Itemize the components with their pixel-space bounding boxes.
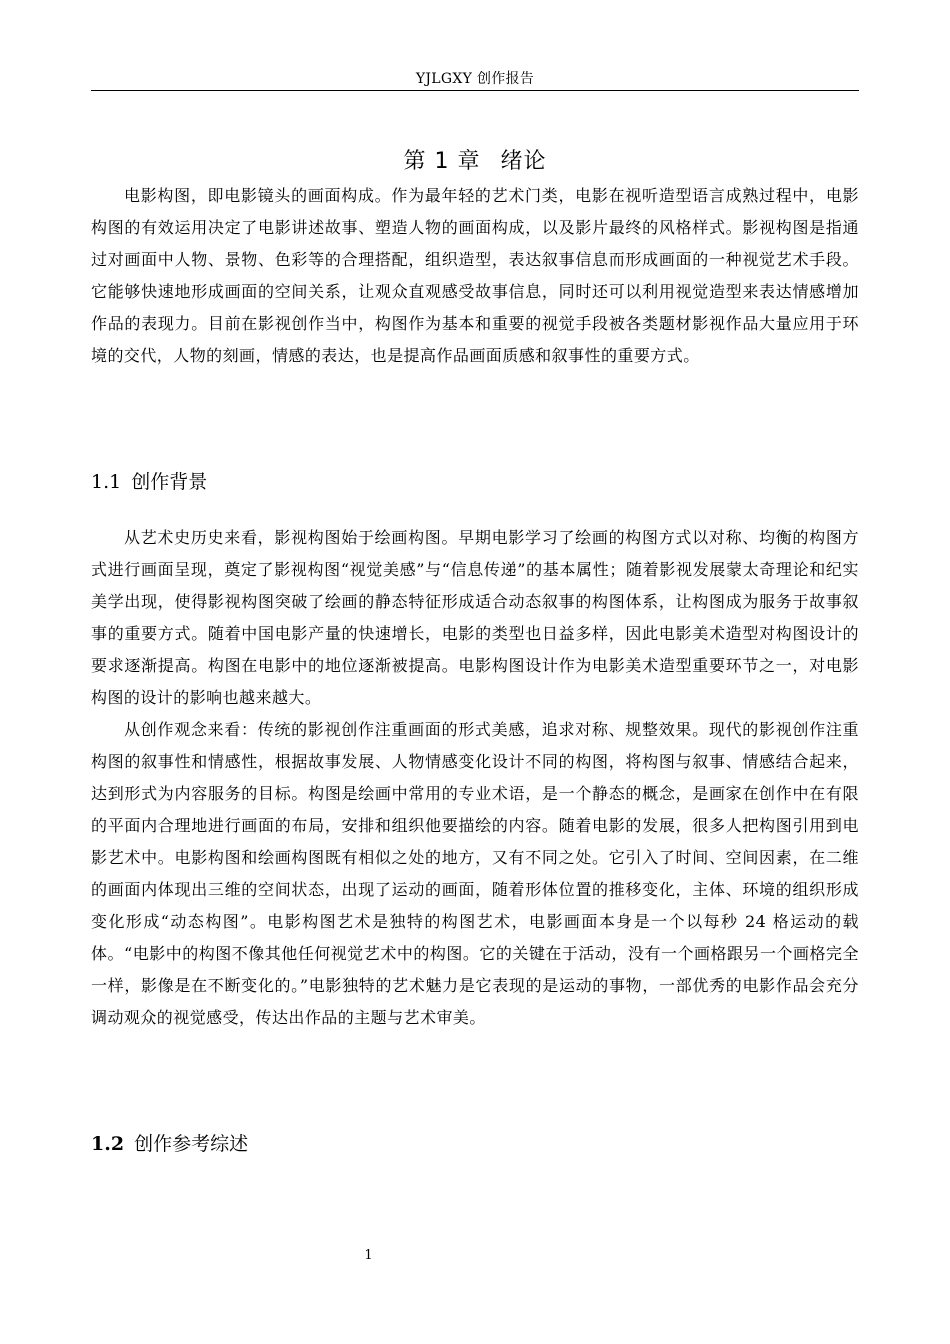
intro-paragraph: 电影构图，即电影镜头的画面构成。作为最年轻的艺术门类，电影在视听造型语言成熟过程中，电影构图的有效运用决定了电影讲述故事、塑造人物的画面构成，以及影片最终的风格样式。影视构图是指通过对画面中人物、景物、色彩等的合理搭配，组织造型，表达叙事信息而形成画面的一种视觉艺术手段。它能够快速地形成画面的空间关系，让观众直观感受故事信息，同时还可以利用视觉造型来表达情感增加作品的表现力。目前在影视创作当中，构图作为基本和重要的视觉手段被各类题材影视作品大量应用于环境的交代，人物的刻画，情感的表达，也是提高作品画面质感和叙事性的重要方式。: [91, 186, 859, 365]
section-1-1-body: [91, 522, 859, 1034]
chapter-name: 绪论: [500, 149, 547, 174]
section-title: 创作参考综述: [134, 1133, 249, 1155]
page-number: 1: [364, 1248, 373, 1263]
body-paragraph: 从艺术史历史来看，影视构图始于绘画构图。早期电影学习了绘画的构图方式以对称、均衡的构图方式进行画面呈现，奠定了影视构图“视觉美感”与“信息传递”的基本属性；随着影视发展蒙太奇理论和纪实美学出现，使得影视构图突破了绘画的静态特征形成适合动态叙事的构图体系，让构图成为服务于故事叙事的重要方式。随着中国电影产量的快速增长，电影的类型也日益多样，因此电影美术造型对构图设计的要求逐渐提高。构图在电影中的地位逐渐被提高。电影构图设计作为电影美术造型重要环节之一，对电影构图的设计的影响也越来越大。: [91, 528, 859, 707]
intro-section: [91, 180, 859, 372]
page-header: YJLGXY 创作报告: [415, 71, 535, 87]
chapter-title: [91, 146, 859, 178]
header-rule: [91, 90, 859, 91]
body-paragraph: 从创作观念来看：传统的影视创作注重画面的形式美感，追求对称、规整效果。现代的影视创作注重构图的叙事性和情感性，根据故事发展、人物情感变化设计不同的构图，将构图与叙事、情感结合起来，达到形式为内容服务的目标。构图是绘画中常用的专业术语，是一个静态的概念，是画家在创作中在有限的平面内合理地进行画面的布局，安排和组织他要描绘的内容。随着电影的发展，很多人把构图引用到电影艺术中。电影构图和绘画构图既有相似之处的地方，又有不同之处。它引入了时间、空间因素，在二维的画面内体现出三维的空间状态，出现了运动的画面，随着形体位置的推移变化，主体、环境的组织形成变化形成“动态构图”。电影构图艺术是独特的构图艺术，电影画面本身是一个以每秒 24 格运动的载体。“电影中的构图不像其他任何视觉艺术中的构图。它的关键在于活动，没有一个画格跟另一个画格完全一样，影像是在不断变化的。”电影独特的艺术魅力是它表现的是运动的事物，一部优秀的电影作品会充分调动观众的视觉感受，传达出作品的主题与艺术审美。: [91, 720, 859, 1027]
section-heading-1-2: [91, 1130, 859, 1158]
section-number: 1.2: [91, 1133, 125, 1155]
section-heading-1-1: [91, 468, 859, 496]
chapter-number: 第 1 章: [403, 149, 481, 174]
section-number: 1.1: [91, 471, 122, 493]
section-title: 创作背景: [131, 471, 208, 493]
